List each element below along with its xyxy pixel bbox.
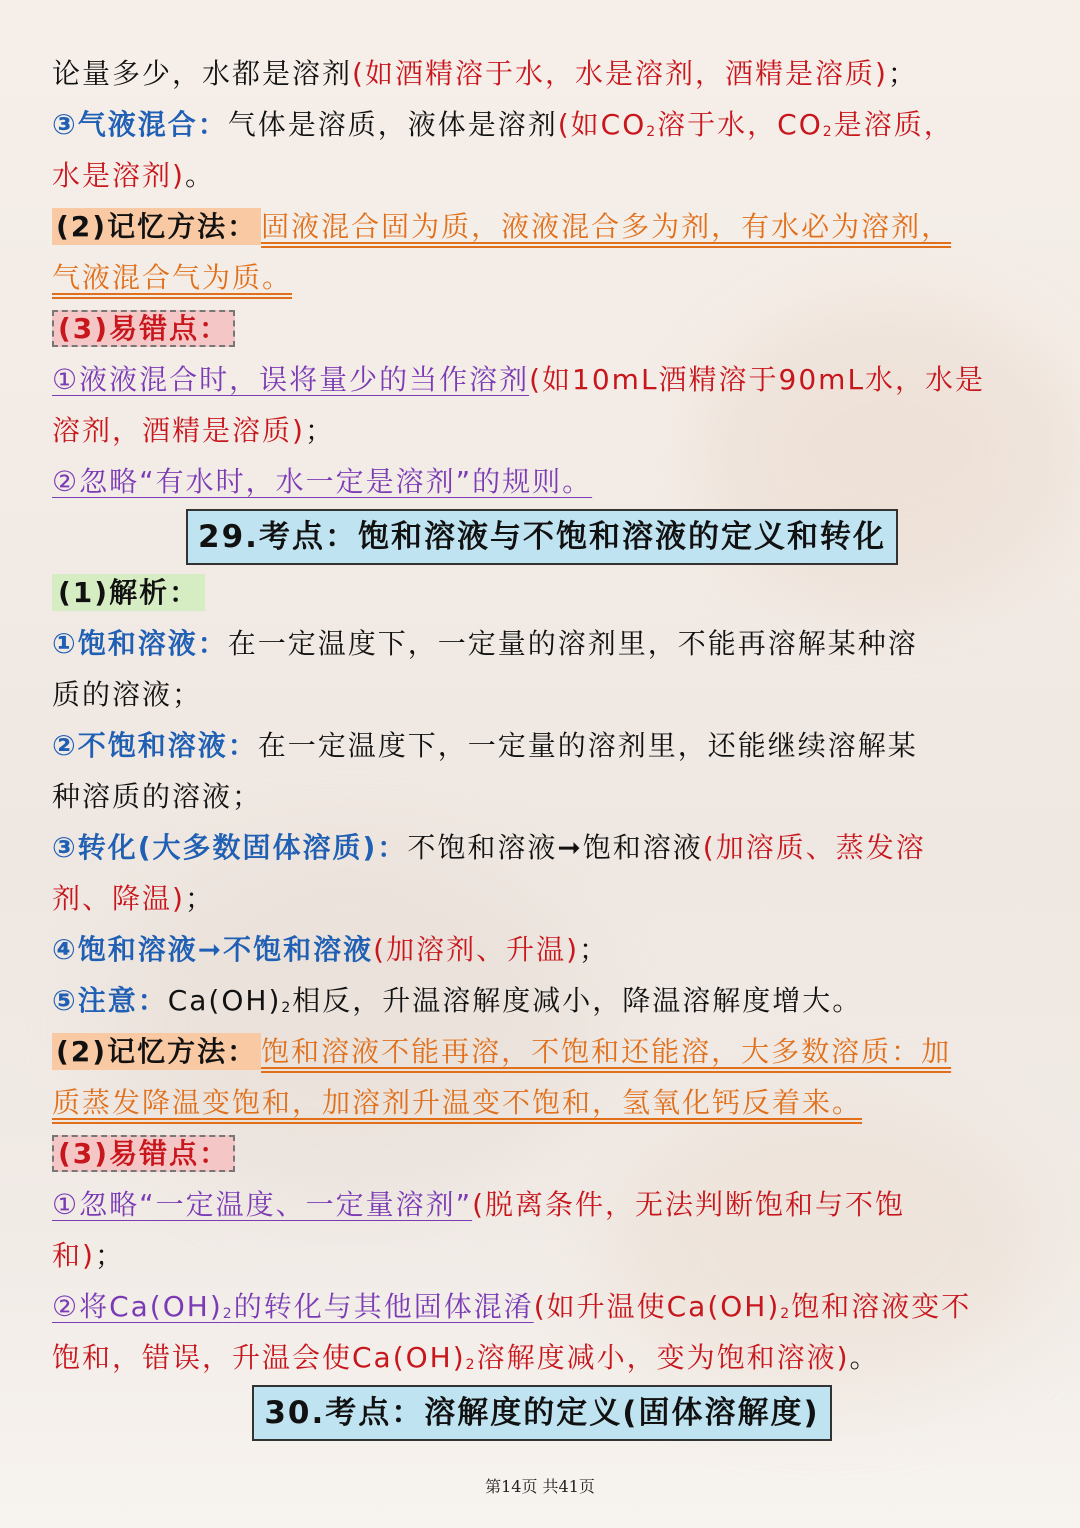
example-note: 水是溶剂) <box>52 159 185 192</box>
item-label: ②不饱和溶液： <box>52 729 258 762</box>
section-heading-30 <box>52 1383 1032 1443</box>
subscript: 2 <box>222 1306 234 1322</box>
text-segment: 质的溶液； <box>52 678 203 711</box>
common-errors-label: (3)易错点： <box>52 1135 235 1172</box>
section-heading-29 <box>52 507 1032 567</box>
text-line <box>52 567 1032 618</box>
text-line <box>52 618 1032 669</box>
memory-method-text: 气液混合气为质。 <box>52 261 293 294</box>
example-note: (脱离条件，无法判断饱和与不饱 <box>472 1188 906 1221</box>
punctuation: ； <box>184 882 215 915</box>
text-segment: 气体是溶质，液体是溶剂 <box>227 108 558 141</box>
memory-method-text: 固液混合固为质，液液混合多为剂，有水必为溶剂， <box>261 210 952 243</box>
text-segment: 种溶质的溶液； <box>52 780 263 813</box>
subscript: 2 <box>822 124 834 140</box>
subscript: 2 <box>780 1306 792 1322</box>
text-line <box>52 873 1032 924</box>
item-label: ③转化(大多数固体溶质)： <box>52 831 408 864</box>
page-footer <box>0 1474 1080 1497</box>
footer-text: 第 <box>485 1477 502 1496</box>
error-item: ②将Ca(OH) <box>52 1290 223 1323</box>
example-note: 和) <box>52 1239 95 1272</box>
example-note: 饱和溶液变不 <box>791 1290 972 1323</box>
footer-text: 页 共 <box>521 1477 559 1496</box>
text-segment: 不饱和溶液➞饱和溶液 <box>407 831 703 864</box>
item-label: ④饱和溶液➞不饱和溶液 <box>52 933 374 966</box>
example-note: (加溶质、蒸发溶 <box>702 831 926 864</box>
memory-method-label: (2)记忆方法： <box>52 1033 261 1070</box>
text-segment: 论量多少，水都是溶剂 <box>52 57 353 90</box>
error-item: ①液液混合时，误将量少的当作溶剂 <box>52 363 530 396</box>
text-line <box>52 150 1032 201</box>
example-note: 剂、降温) <box>52 882 185 915</box>
subscript: 2 <box>281 1000 293 1016</box>
footer-text: 页 <box>578 1477 595 1496</box>
text-line <box>52 1077 1032 1128</box>
analysis-label: (1)解析： <box>52 574 205 611</box>
example-note: (如10mL酒精溶于90mL水，水是 <box>529 363 986 396</box>
punctuation: 。 <box>849 1341 880 1374</box>
example-note: (如CO <box>557 108 647 141</box>
punctuation: ； <box>304 414 335 447</box>
document-page <box>52 48 1032 1443</box>
text-line <box>52 975 1032 1026</box>
item-label: ⑤注意： <box>52 984 168 1017</box>
example-note: (加溶剂、升温) <box>373 933 580 966</box>
subscript: 2 <box>646 124 658 140</box>
example-note: 溶于水，CO <box>657 108 823 141</box>
example-note: (如升温使Ca(OH) <box>533 1290 781 1323</box>
text-line <box>52 1179 1032 1230</box>
memory-method-text: 质蒸发降温变饱和，加溶剂升温变不饱和，氢氧化钙反着来。 <box>52 1086 863 1119</box>
error-item: ①忽略“一定温度、一定量溶剂” <box>52 1188 473 1221</box>
example-note: 是溶质， <box>833 108 954 141</box>
section-title: 30.考点：溶解度的定义(固体溶解度) <box>252 1385 831 1441</box>
current-page-number: 14 <box>501 1477 522 1496</box>
punctuation: ； <box>579 933 610 966</box>
text-line <box>52 201 1032 252</box>
punctuation: 。 <box>184 159 215 192</box>
text-line <box>52 252 1032 303</box>
text-segment: 在一定温度下，一定量的溶剂里，还能继续溶解某 <box>257 729 918 762</box>
text-line <box>52 456 1032 507</box>
text-segment: Ca(OH) <box>167 984 282 1017</box>
total-pages-number: 41 <box>558 1477 579 1496</box>
memory-method-text: 饱和溶液不能再溶，不饱和还能溶，大多数溶质：加 <box>261 1035 952 1068</box>
item-label: ①饱和溶液： <box>52 627 228 660</box>
text-line <box>52 771 1032 822</box>
text-line <box>52 1281 1032 1332</box>
memory-method-label: (2)记忆方法： <box>52 208 261 245</box>
error-item: ②忽略“有水时，水一定是溶剂”的规则。 <box>52 465 593 498</box>
text-segment: 相反，升温溶解度减小，降温溶解度增大。 <box>292 984 863 1017</box>
item-label: ③气液混合： <box>52 108 228 141</box>
text-line <box>52 1332 1032 1383</box>
text-line <box>52 48 1032 99</box>
example-note: 饱和，错误，升温会使Ca(OH) <box>52 1341 466 1374</box>
text-line <box>52 405 1032 456</box>
subscript: 2 <box>465 1357 477 1373</box>
text-line <box>52 1026 1032 1077</box>
punctuation: ； <box>887 57 918 90</box>
text-line <box>52 1128 1032 1179</box>
text-line <box>52 822 1032 873</box>
text-line <box>52 99 1032 150</box>
punctuation: ； <box>94 1239 125 1272</box>
text-segment: 在一定温度下，一定量的溶剂里，不能再溶解某种溶 <box>227 627 918 660</box>
error-item: 的转化与其他固体混淆 <box>233 1290 534 1323</box>
text-line <box>52 720 1032 771</box>
common-errors-label: (3)易错点： <box>52 310 235 347</box>
example-note: 溶解度减小，变为饱和溶液) <box>476 1341 850 1374</box>
example-note: 溶剂，酒精是溶质) <box>52 414 305 447</box>
text-line <box>52 669 1032 720</box>
text-line <box>52 354 1032 405</box>
section-title: 29.考点：饱和溶液与不饱和溶液的定义和转化 <box>186 509 898 565</box>
text-line <box>52 303 1032 354</box>
text-line <box>52 1230 1032 1281</box>
text-line <box>52 924 1032 975</box>
example-note: (如酒精溶于水，水是溶剂，酒精是溶质) <box>352 57 888 90</box>
